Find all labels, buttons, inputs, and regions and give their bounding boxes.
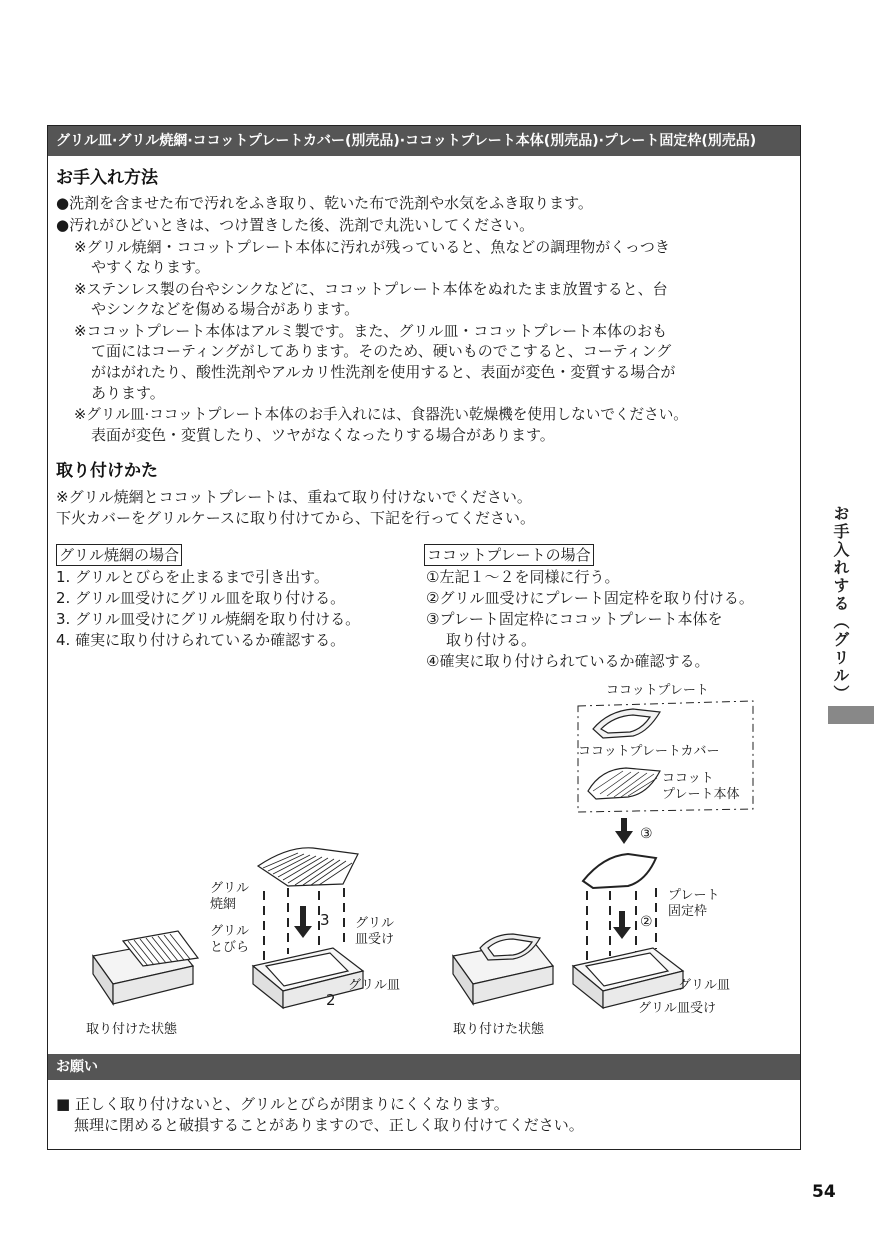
cocotte-step-1: ①左記１～２を同様に行う。 bbox=[426, 568, 620, 586]
label-grill-plate-right: グリル皿 bbox=[678, 978, 731, 993]
label-cocotte-cover: ココットプレートカバー bbox=[578, 744, 720, 759]
label-plate-receiver: グリル 皿受け bbox=[355, 916, 395, 947]
label-grill-door: グリル とびら bbox=[210, 924, 250, 955]
label-step-c3: ③ bbox=[640, 826, 653, 842]
page-number: 54 bbox=[812, 1182, 836, 1202]
cocotte-cover bbox=[593, 709, 660, 738]
care-note-4b: 表面が変色・変質したり、ツヤがなくなったりする場合があります。 bbox=[91, 426, 555, 444]
notice-bar: お願い bbox=[48, 1054, 800, 1080]
label-grill-net: グリル 焼網 bbox=[210, 881, 250, 912]
label-plate-receiver-right: グリル皿受け bbox=[638, 1001, 717, 1016]
care-note-2b: やシンクなどを傷める場合があります。 bbox=[91, 300, 360, 318]
label-cocotte-body: ココット プレート本体 bbox=[662, 771, 740, 802]
label-plate-frame: プレート 固定枠 bbox=[668, 888, 720, 919]
install-heading: 取り付けかた bbox=[56, 461, 158, 481]
care-note-3c: がはがれたり、酸性洗剤やアルカリ性洗剤を使用すると、表面が変色・変質する場合が bbox=[91, 363, 676, 381]
care-line-2: ●汚れがひどいときは、つけ置きした後、洗剤で丸洗いしてください。 bbox=[56, 216, 535, 234]
grill-step-4: 4. 確実に取り付けられているか確認する。 bbox=[56, 631, 346, 649]
caption-installed-left: 取り付けた状態 bbox=[86, 1022, 178, 1037]
section-title-bar: グリル皿·グリル焼網·ココットプレートカバー(別売品)·ココットプレート本体(別売品)·プレート固定枠(別売品) bbox=[48, 126, 800, 156]
notice-line-2: 無理に閉めると破損することがありますので、正しく取り付けてください。 bbox=[74, 1116, 584, 1134]
cocotte-body bbox=[588, 768, 660, 799]
grill-net-case-title: グリル焼網の場合 bbox=[56, 544, 182, 566]
care-note-1b: やすくなります。 bbox=[91, 258, 210, 276]
care-note-3a: ※ココットプレート本体はアルミ製です。また、グリル皿・ココットプレート本体のおも bbox=[74, 322, 668, 340]
cocotte-step-4: ④確実に取り付けられているか確認する。 bbox=[426, 652, 710, 670]
cocotte-step-3a: ③プレート固定枠にココットプレート本体を bbox=[426, 610, 723, 628]
care-note-2a: ※ステンレス製の台やシンクなどに、ココットプレート本体をぬれたまま放置すると、台 bbox=[74, 280, 668, 298]
label-step-c2: ② bbox=[640, 914, 653, 930]
grill-step-2: 2. グリル皿受けにグリル皿を取り付ける。 bbox=[56, 589, 346, 607]
care-note-1a: ※グリル焼網・ココットプレート本体に汚れが残っていると、魚などの調理物がくっつき bbox=[74, 238, 670, 256]
care-line-1: ●洗剤を含ませた布で汚れをふき取り、乾いた布で洗剤や水気をふき取ります。 bbox=[56, 194, 593, 212]
content-frame bbox=[47, 125, 801, 1150]
install-note-2: 下火カバーをグリルケースに取り付けてから、下記を行ってください。 bbox=[56, 509, 535, 527]
care-note-3d: あります。 bbox=[91, 384, 165, 402]
cocotte-step-2: ②グリル皿受けにプレート固定枠を取り付ける。 bbox=[426, 589, 754, 607]
grill-step-3: 3. グリル皿受けにグリル焼網を取り付ける。 bbox=[56, 610, 361, 628]
label-cocotte-plate: ココットプレート bbox=[606, 683, 709, 698]
care-heading: お手入れ方法 bbox=[56, 168, 158, 188]
label-grill-plate-left: グリル皿 bbox=[348, 978, 401, 993]
cocotte-tray bbox=[573, 948, 683, 1008]
notice-line-1: ■ 正しく取り付けないと、グリルとびらが閉まりにくくなります。 bbox=[56, 1095, 509, 1113]
label-step-2: 2 bbox=[326, 991, 336, 1009]
plate-fixing-frame bbox=[583, 854, 656, 888]
install-note-1: ※グリル焼網とココットプレートは、重ねて取り付けないでください。 bbox=[56, 488, 532, 506]
label-step-3: 3 bbox=[320, 911, 330, 929]
cocotte-illustration bbox=[48, 126, 802, 1151]
caption-installed-right: 取り付けた状態 bbox=[453, 1022, 545, 1037]
arrow-step-c3 bbox=[615, 818, 633, 844]
care-note-3b: て面にはコーティングがしてあります。そのため、硬いものでこすると、コーティング bbox=[91, 342, 672, 360]
cocotte-step-3b: 取り付ける。 bbox=[446, 631, 537, 649]
cocotte-case-title: ココットプレートの場合 bbox=[424, 544, 594, 566]
care-note-4a: ※グリル皿·ココットプレート本体のお手入れには、食器洗い乾燥機を使用しないでください。 bbox=[74, 406, 688, 423]
installed-cocotte-drawer bbox=[453, 934, 553, 1004]
side-tab-marker bbox=[828, 706, 874, 724]
side-section-label: お手入れする（グリル） bbox=[831, 505, 850, 703]
arrow-step-c2 bbox=[613, 911, 631, 939]
grill-step-1: 1. グリルとびらを止まるまで引き出す。 bbox=[56, 568, 329, 586]
